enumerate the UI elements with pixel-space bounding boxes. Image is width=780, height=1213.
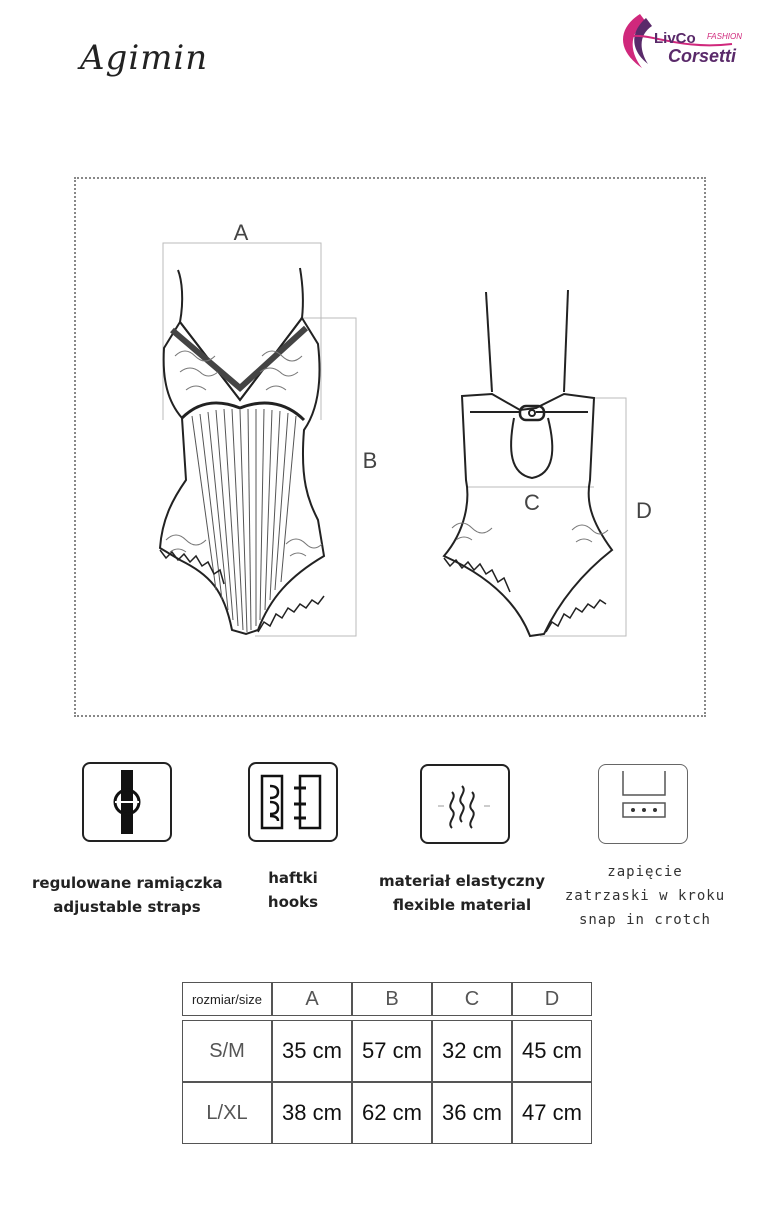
cell-c: 36 cm bbox=[432, 1082, 512, 1144]
label-c: C bbox=[524, 490, 540, 515]
brand-name-livco: LivCo bbox=[654, 30, 696, 47]
feature-label-snap-en: snap in crotch bbox=[578, 912, 711, 928]
elastic-material-icon bbox=[422, 766, 508, 842]
header-d: D bbox=[512, 982, 592, 1016]
header-size: rozmiar/size bbox=[182, 982, 272, 1016]
adjustable-strap-icon bbox=[84, 764, 170, 840]
cell-a: 35 cm bbox=[272, 1020, 352, 1082]
feature-label-hooks-en: hooks bbox=[267, 893, 319, 911]
label-a: A bbox=[233, 220, 249, 245]
feature-adjustable-straps bbox=[82, 762, 172, 842]
feature-hooks bbox=[248, 762, 338, 842]
feature-label-straps-en: adjustable straps bbox=[53, 898, 201, 916]
feature-label-flexible-pl: materiał elastyczny bbox=[379, 872, 545, 890]
label-b: B bbox=[362, 448, 378, 473]
label-d: D bbox=[636, 498, 652, 523]
feature-label-flexible-en: flexible material bbox=[392, 896, 532, 914]
product-name: Agimin bbox=[80, 38, 209, 78]
feature-label-flexible bbox=[372, 869, 552, 917]
brand-name-corsetti: Corsetti bbox=[668, 46, 737, 66]
feature-label-snap bbox=[560, 860, 730, 932]
back-bodysuit-drawing bbox=[444, 290, 612, 636]
brand-fashion-tag: FASHION bbox=[707, 32, 742, 41]
back-lace-pattern bbox=[452, 523, 608, 542]
feature-label-hooks bbox=[243, 866, 343, 914]
feature-label-hooks-pl: haftki bbox=[268, 869, 318, 887]
header-c: C bbox=[432, 982, 512, 1016]
feature-snap-crotch bbox=[598, 764, 688, 844]
size-table bbox=[182, 982, 592, 1144]
size-table-header bbox=[182, 982, 592, 1016]
feature-label-snap-pl1: zapięcie bbox=[607, 864, 683, 880]
cell-d: 45 cm bbox=[512, 1020, 592, 1082]
row-size-label: S/M bbox=[182, 1020, 272, 1082]
measurement-guides bbox=[163, 243, 626, 636]
crotch-snap-icon bbox=[599, 765, 687, 843]
table-row bbox=[182, 1082, 592, 1144]
cell-a: 38 cm bbox=[272, 1082, 352, 1144]
feature-flexible-material bbox=[420, 764, 510, 844]
row-size-label: L/XL bbox=[182, 1082, 272, 1144]
cell-c: 32 cm bbox=[432, 1020, 512, 1082]
header-a: A bbox=[272, 982, 352, 1016]
table-row bbox=[182, 1020, 592, 1082]
hooks-icon bbox=[250, 764, 336, 840]
feature-label-straps-pl: regulowane ramiączka bbox=[32, 874, 223, 892]
front-bodysuit-drawing bbox=[160, 268, 324, 634]
cell-b: 57 cm bbox=[352, 1020, 432, 1082]
front-stripes bbox=[192, 409, 296, 632]
cell-d: 47 cm bbox=[512, 1082, 592, 1144]
feature-label-snap-pl2: zatrzaski w kroku bbox=[564, 888, 726, 904]
cell-b: 62 cm bbox=[352, 1082, 432, 1144]
header-b: B bbox=[352, 982, 432, 1016]
feature-label-straps bbox=[32, 871, 222, 919]
